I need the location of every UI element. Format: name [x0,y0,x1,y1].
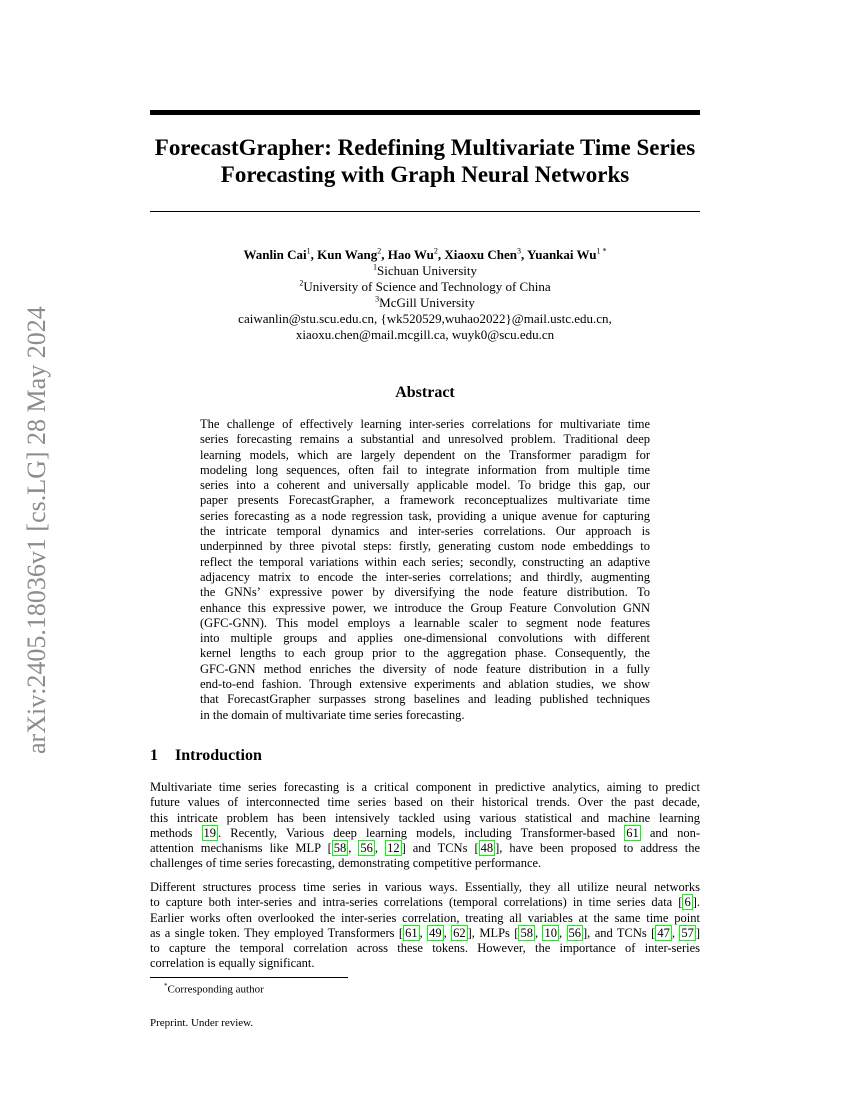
paragraph-line [150,911,700,926]
footnote-corresponding-author [164,980,264,997]
text-run: this intricate problem has been intensively tackled using various statistical and machine learning [150,810,700,825]
abstract-line: the GNNs’ expressive power by diversifying the node feature distribution. To [200,585,650,600]
abstract-line: the intricate temporal dynamics and inter-series correlations. Our approach is [200,524,650,539]
text-run: Different structures process time series in various ways. Essentially, they all utilize neural networks [150,880,700,894]
author-affiliation-marker: 2 [433,246,438,256]
abstract-heading: Abstract [395,384,455,401]
text-run: Multivariate time series forecasting is a critical component in predictive analytics, aiming to predict [150,780,700,794]
citation-link[interactable]: 47 [657,925,670,940]
paragraph-line [150,795,700,810]
author-name: Xiaoxu Chen [444,247,517,262]
abstract-line: GFC-GNN method enriches the diversity of node feature distribution in a fully [200,661,650,676]
abstract-line: into multiple groups and applies one-dimensional convolutions with different [200,631,650,646]
affiliation-name: Sichuan University [376,263,477,278]
arxiv-identifier-stamp: arXiv:2405.18036v1 [cs.LG] 28 May 2024 [22,306,51,754]
abstract-line: kernel lengths to each group prior to the aggregation phase. Consequently, the [200,646,650,661]
abstract-line: that ForecastGrapher surpasses strong baselines and leading published techniques [200,692,650,707]
email-line-2: xiaoxu.chen@mail.mcgill.ca, wuyk0@scu.edu.cn [295,327,555,342]
text-run: , [443,925,452,940]
intro-paragraph-1 [150,780,700,872]
paragraph-line [150,826,700,841]
affiliation-name: McGill University [379,295,475,310]
text-run: , [534,925,543,940]
text-run: correlation is equally significant. [150,956,315,971]
text-run: . Recently, Various deep learning models, including Transformer-based [218,825,625,840]
author-name: Wanlin Cai [243,247,307,262]
text-run: as a single token. They employed Transformers [ [150,925,404,940]
citation-link[interactable]: 61 [626,825,639,840]
author-affiliation-marker: 3 [517,246,521,256]
abstract-line: reflect the temporal variations within each series; secondly, constructing an adaptive [200,554,650,569]
affiliation-list [150,263,700,311]
text-run: ], and TCNs [ [583,925,656,940]
title-line-2: Forecasting with Graph Neural Networks [220,162,630,187]
text-run: challenges of time series forecasting, demonstrating competitive performance. [150,856,542,871]
author-affiliation-marker: 1 * [596,246,607,256]
text-run: ] and TCNs [ [401,841,479,856]
paragraph-line [150,841,700,856]
text-run: , [671,925,680,940]
text-run: , [419,925,428,940]
intro-paragraph-2 [150,880,700,972]
affiliation-marker: 3 [375,294,380,304]
citation-link[interactable]: 62 [453,925,466,940]
citation-link[interactable]: 19 [203,825,217,840]
paragraph-line [150,956,700,971]
abstract-line: enhance this expressive power, we introduce the Group Feature Convolution GNN [200,600,650,615]
abstract-line: modeling long sequences, often fail to integrate information from multiple time [200,462,650,477]
abstract-line: paper presents ForecastGrapher, a framework reconceptualizes multivariate time [200,493,650,508]
footnote-rule [150,977,348,978]
text-run: attention mechanisms like MLP [ [150,841,332,856]
citation-link[interactable]: 49 [429,925,442,940]
abstract-line: series forecasting as a node regression task, providing a unique avenue for capturing [200,508,650,523]
author-affiliation-marker: 1 [306,246,311,256]
text-run: to capture the temporal correlation across these tokens. However, the importance of inter-series [150,941,700,956]
section-heading-introduction [150,746,700,766]
author-names: Wanlin Cai$^1$, Kun Wang$^2$, Hao Wu$^2$, Xiaoxu Chen$^3$, Yuankai $Wu^{1 *}$ [243,246,607,262]
affiliation-name: University of Science and Technology of China [303,279,551,294]
text-run: ]. [692,895,700,910]
author-name: Hao Wu [387,247,434,262]
affiliation-marker: 1 [372,262,377,272]
title-line-1: ForecastGrapher: Redefining Multivariate Time Series [154,135,696,160]
text-run: ], have been proposed to address the [495,841,701,856]
citation-link[interactable]: 10 [544,925,557,940]
paper-title [150,134,700,188]
paragraph-line [150,856,700,871]
preprint-notice: Preprint. Under review. [150,1017,254,1029]
email-line-1: caiwanlin@stu.scu.edu.cn, {wk520529,wuhao2022}@mail.ustc.edu.cn, [238,311,612,326]
title-top-rule [150,110,700,115]
affiliation [150,295,700,311]
text-run: ], MLPs [ [467,925,519,940]
abstract-line: learning models, which are largely dependent on the Transformer paradigm for [200,447,650,462]
footnote-text: Corresponding author [167,983,264,996]
affiliation [150,263,700,279]
paragraph-line [150,895,700,910]
paragraph-line [150,880,700,895]
citation-link[interactable]: 48 [480,841,494,856]
abstract-line: underpinned by three pivotal steps: firstly, generating custom node embeddings to [200,539,650,554]
section-number: 1 [150,747,158,764]
title-bottom-rule [150,211,700,212]
author-name: Kun Wang [317,247,378,262]
paragraph-line [150,941,700,956]
section-title: Introduction [175,747,262,764]
abstract-line: adjacency matrix to encode the inter-series correlations; and thirdly, augmenting [200,569,650,584]
citation-link[interactable]: 61 [405,925,418,940]
text-run: ] [695,925,701,940]
author-block [150,247,700,343]
text-run: methods [150,825,202,840]
paragraph-line [150,811,700,826]
text-run: , [374,841,386,856]
text-run: , [558,925,567,940]
paragraph-line [150,780,700,795]
citation-link[interactable]: 56 [568,925,582,940]
footnote-marker: * [164,982,168,990]
text-run: Earlier works often overlooked the inter-series correlation, treating all variables at the same time point [150,910,700,925]
citation-link[interactable]: 58 [333,841,347,856]
abstract-line: series into a coherent and universally applicable model. To bridge this gap, our [200,478,650,493]
text-run: and non- [640,825,700,840]
affiliation [150,279,700,295]
text-run: future values of interconnected time series based on their historical trends. Over the past decade, [150,795,700,810]
citation-link[interactable]: 56 [360,841,373,856]
abstract-body [200,417,650,723]
abstract-line: end-to-end fashion. Through extensive experiments and ablation studies, we show [200,677,650,692]
abstract-line: The challenge of effectively learning inter-series correlations for multivariate time [200,417,650,431]
text-run: to capture both inter-series and intra-series correlations (temporal correlations) in time series data [ [150,895,683,910]
abstract-line: in the domain of multivariate time series forecasting. [200,707,465,722]
abstract-line: series forecasting remains a substantial and unresolved problem. Traditional deep [200,432,650,447]
author-affiliation-marker: 2 [377,246,382,256]
citation-link[interactable]: 6 [684,895,691,910]
text-run: , [348,841,359,856]
citation-link[interactable]: 57 [681,925,694,940]
author-name: Yuankai Wu [527,247,597,262]
paragraph-line [150,926,700,941]
affiliation-marker: 2 [299,278,304,288]
citation-link[interactable]: 12 [387,841,400,856]
citation-link[interactable]: 58 [520,925,533,940]
abstract-line: (GFC-GNN). This model employs a learnable scaler to segment node features [200,615,650,630]
